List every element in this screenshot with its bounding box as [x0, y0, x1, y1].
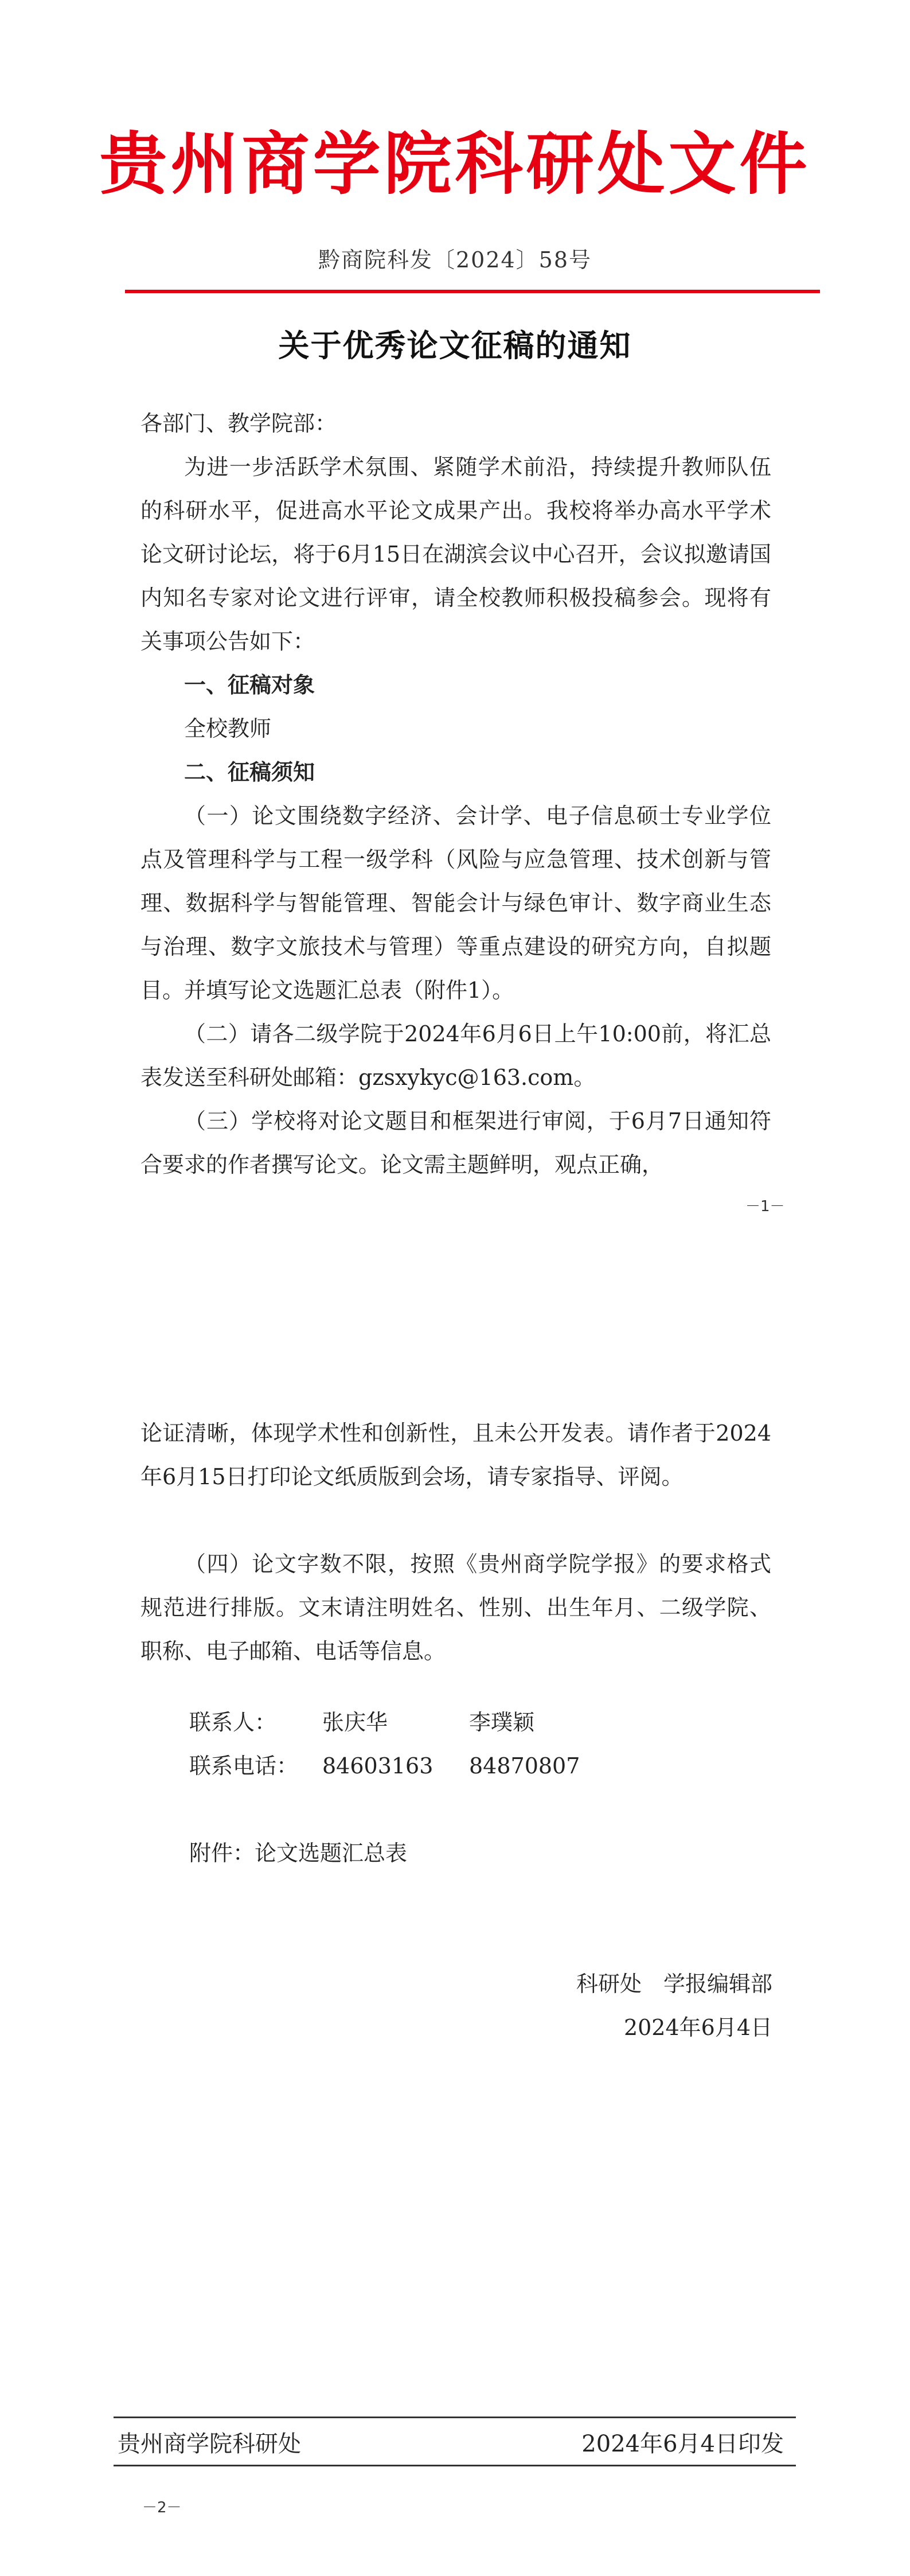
- attachment-note: 附件：论文选题汇总表: [189, 1840, 408, 1866]
- item-4-paragraph: （四）论文字数不限，按照《贵州商学院学报》的要求格式规范进行排版。文末请注明姓名、性别、出生年月、二级学院、职称、电子邮箱、电话等信息。: [140, 1551, 771, 1664]
- contact-person-2: 李璞颖: [469, 1710, 535, 1735]
- footer-bottom-line: [114, 2465, 796, 2466]
- section-heading-2: 二、征稿须知: [184, 759, 315, 785]
- signature-date: 2024年6月4日: [623, 2015, 772, 2040]
- section-heading-1: 一、征稿对象: [184, 672, 315, 698]
- contact-phone-label: 联系电话：: [189, 1753, 299, 1779]
- notice-title: 关于优秀论文征稿的通知: [278, 327, 632, 364]
- footer-top-line: [114, 2417, 796, 2418]
- page-number-1: －1－: [745, 1198, 785, 1215]
- item-1-paragraph: （一）论文围绕数字经济、会计学、电子信息硕士专业学位点及管理科学与工程一级学科（风险与应急管理、技术创新与管理、数据科学与智能管理、智能会计与绿色审计、数字商业生态与治理、数字文旅技术与管理）等重点建设的研究方向，自拟题目。并填写论文选题汇总表（附件1）。: [140, 803, 771, 1003]
- contact-phone-2: 84870807: [469, 1753, 580, 1779]
- item-3-paragraph-part1: （三）学校将对论文题目和框架进行审阅，于6月7日通知符合要求的作者撰写论文。论文需主题鲜明，观点正确，: [140, 1108, 771, 1177]
- signature-issuer: 科研处 学报编辑部: [576, 1971, 772, 1997]
- item-2-paragraph: （二）请各二级学院于2024年6月6日上午10:00前，将汇总表发送至科研处邮箱：gzsxykyc@163.com。: [140, 1021, 771, 1090]
- contact-person-1: 张庆华: [322, 1710, 388, 1735]
- page-number-2: －2－: [142, 2499, 182, 2516]
- item-3-paragraph-part2: 论证清晰，体现学术性和创新性，且未公开发表。请作者于2024年6月15日打印论文纸质版到会场，请专家指导、评阅。: [140, 1421, 771, 1489]
- contact-phone-1: 84603163: [322, 1753, 433, 1779]
- document-number: 黔商院科发〔2024〕58号: [318, 247, 592, 273]
- footer-org: 贵州商学院科研处: [118, 2431, 301, 2457]
- salutation: 各部门、教学院部：: [140, 411, 337, 436]
- footer-print-date: 2024年6月4日印发: [581, 2431, 784, 2457]
- contact-person-label: 联系人：: [189, 1710, 277, 1735]
- header-red-divider: [125, 290, 820, 293]
- intro-paragraph: 为进一步活跃学术氛围、紧随学术前沿，持续提升教师队伍的科研水平，促进高水平论文成果产出。我校将举办高水平学术论文研讨论坛，将于6月15日在湖滨会议中心召开，会议拟邀请国内知名专家对论文进行评审，请全校教师积极投稿参会。现将有关事项公告如下：: [140, 454, 771, 654]
- section-text-1: 全校教师: [184, 716, 272, 741]
- document-header-title: 贵州商学院科研处文件: [99, 124, 811, 204]
